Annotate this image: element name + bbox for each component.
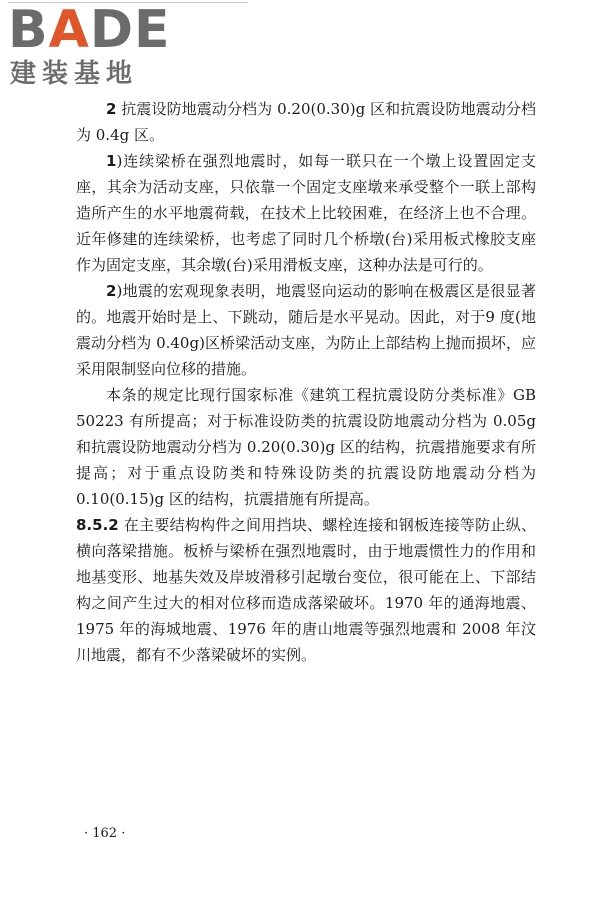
paragraph-text: 本条的规定比现行国家标准《建筑工程抗震设防分类标准》GB 50223 有所提高；对于标准设防类的抗震设防地震动分档为 0.05g和抗震设防地震动分档为 0.20(0.30)g 区的结构，抗震措施要求有所提高；对于重点设防类和特殊设防类的抗震设防地震动分档为 0.10(0.15)g 区的结构，抗震措施有所提高。 [76,386,536,508]
watermark-logo [8,2,178,92]
paragraph-text: )地震的宏观现象表明，地震竖向运动的影响在极震区是很显著的。地震开始时是上、下跳动，随后是水平晃动。因此，对于9 度(地震动分档为 0.40g)区桥梁活动支座，为防止上部结构上抛而损坏，应采用限制竖向位移的措施。 [76,282,536,378]
paragraph-text: 在主要结构构件之间用挡块、螺栓连接和钢板连接等防止纵、横向落梁措施。板桥与梁桥在强烈地震时，由于地震惯性力的作用和地基变形、地基失效及岸坡滑移引起墩台变位，很可能在上、下部结构之间产生过大的相对位移而造成落梁破坏。1970 年的通海地震、1975 年的海城地震、1976 年的唐山地震等强烈地震和 2008 年汶川地震，都有不少落梁破坏的实例。 [76,516,536,664]
document-body [76,96,536,668]
paragraph-section-8-5-2 [76,512,536,668]
section-number: 8.5.2 [76,516,119,534]
page-number: · 162 · [84,826,126,841]
paragraph-standard-note [76,382,536,512]
watermark-subtitle: 建装基地 [10,59,139,89]
item-number: 2 [106,100,117,118]
paragraph-sub-1 [76,148,536,278]
sub-item-number: 1 [106,152,117,170]
watermark-brand: BADE [8,0,171,60]
paragraph-item-2 [76,96,536,148]
sub-item-number: 2 [106,282,117,300]
paragraph-text: 抗震设防地震动分档为 0.20(0.30)g 区和抗震设防地震动分档为 0.4g 区。 [76,100,536,144]
paragraph-sub-2 [76,278,536,382]
paragraph-text: )连续梁桥在强烈地震时，如每一联只在一个墩上设置固定支座，其余为活动支座，只依靠一个固定支座墩来承受整个一联上部构造所产生的水平地震荷载，在技术上比较困难，在经济上也不合理。近年修建的连续梁桥，也考虑了同时几个桥墩(台)采用板式橡胶支座作为固定支座，其余墩(台)采用滑板支座，这种办法是可行的。 [76,152,536,274]
